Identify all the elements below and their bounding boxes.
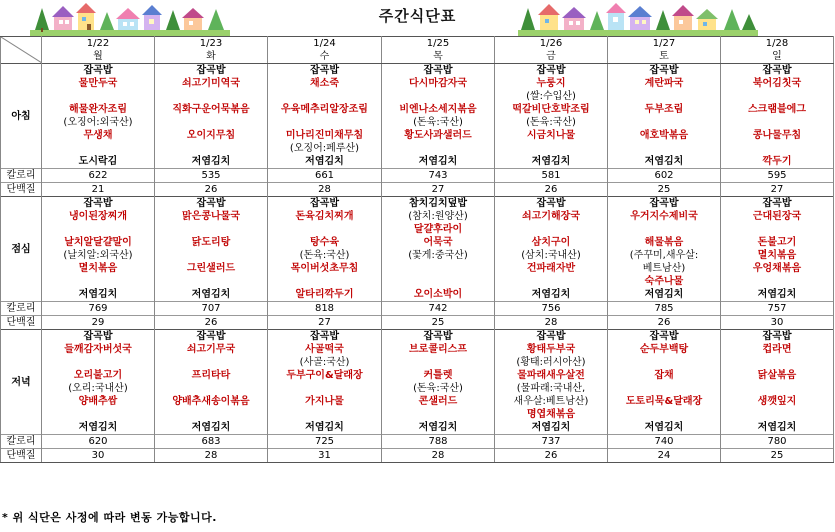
menu-row (1, 236, 834, 249)
menu-item: 닭도리탕 (155, 236, 268, 249)
menu-item: 잡곡밥 (268, 330, 382, 344)
menu-item (155, 408, 268, 421)
menu-item: 저염김치 (721, 288, 834, 302)
menu-item: 잡곡밥 (155, 64, 268, 78)
menu-item: 북어김칫국 (721, 77, 834, 90)
calorie-value: 757 (721, 302, 834, 316)
menu-row (1, 64, 834, 78)
calorie-value: 756 (495, 302, 608, 316)
menu-item (721, 142, 834, 155)
menu-row (1, 330, 834, 344)
calorie-value: 707 (155, 302, 268, 316)
menu-item: 쇠고기무국 (155, 343, 268, 356)
menu-item: 우엉채볶음 (721, 262, 834, 275)
menu-item: 잡곡밥 (721, 330, 834, 344)
date-cell: 1/28 (721, 37, 834, 51)
date-row (1, 37, 834, 51)
menu-item: 참치김치덮밥 (382, 197, 495, 211)
protein-label: 단백질 (1, 449, 42, 463)
menu-item: 두부조림 (608, 103, 721, 116)
menu-item (268, 382, 382, 395)
menu-item: 황태두부국 (495, 343, 608, 356)
menu-row (1, 77, 834, 90)
menu-item (155, 356, 268, 369)
menu-item: 누룽지 (495, 77, 608, 90)
menu-item: (돈육:국산) (268, 249, 382, 262)
protein-value: 29 (42, 316, 155, 330)
calorie-label: 칼로리 (1, 435, 42, 449)
calorie-value: 818 (268, 302, 382, 316)
menu-item: 저염김치 (268, 421, 382, 435)
menu-item: 콩나물무침 (721, 129, 834, 142)
menu-item: 닭살볶음 (721, 369, 834, 382)
menu-item: 어묵국 (382, 236, 495, 249)
protein-value: 26 (155, 316, 268, 330)
menu-item: 도시락김 (42, 155, 155, 169)
menu-item: 미나리진미채무침 (268, 129, 382, 142)
calorie-value: 602 (608, 169, 721, 183)
menu-item: 잡곡밥 (42, 64, 155, 78)
menu-item (155, 382, 268, 395)
protein-value: 27 (382, 183, 495, 197)
menu-item (495, 223, 608, 236)
date-cell: 1/27 (608, 37, 721, 51)
menu-item (42, 90, 155, 103)
menu-item: 멸치볶음 (721, 249, 834, 262)
menu-row (1, 262, 834, 275)
menu-item (42, 408, 155, 421)
menu-item: (삼치:국내산) (495, 249, 608, 262)
menu-item: 잡곡밥 (268, 197, 382, 211)
menu-item: 양배추새송이볶음 (155, 395, 268, 408)
menu-item (721, 223, 834, 236)
calorie-row (1, 435, 834, 449)
menu-item: 잡곡밥 (721, 197, 834, 211)
menu-item: 저염김치 (382, 421, 495, 435)
calorie-value: 581 (495, 169, 608, 183)
menu-item: 브로콜리스프 (382, 343, 495, 356)
menu-item: 잡곡밥 (608, 330, 721, 344)
menu-row (1, 129, 834, 142)
calorie-value: 769 (42, 302, 155, 316)
weekday-cell: 화 (155, 50, 268, 64)
menu-item (382, 275, 495, 288)
menu-item: 저염김치 (155, 155, 268, 169)
protein-value: 27 (721, 183, 834, 197)
menu-item: 비엔나소세지볶음 (382, 103, 495, 116)
menu-item (721, 408, 834, 421)
menu-row (1, 421, 834, 435)
menu-item: 우거지수제비국 (608, 210, 721, 223)
menu-item: 달걀후라이 (382, 223, 495, 236)
menu-item (268, 223, 382, 236)
menu-item (268, 408, 382, 421)
menu-item: (오징어:외국산) (42, 116, 155, 129)
menu-item: 시금치나물 (495, 129, 608, 142)
calorie-value: 742 (382, 302, 495, 316)
menu-item: 저염김치 (42, 421, 155, 435)
protein-label: 단백질 (1, 183, 42, 197)
menu-item: (오징어:페루산) (268, 142, 382, 155)
menu-item: 그린샐러드 (155, 262, 268, 275)
calorie-value: 535 (155, 169, 268, 183)
corner-cell (1, 37, 42, 64)
protein-value: 31 (268, 449, 382, 463)
calorie-label: 칼로리 (1, 302, 42, 316)
menu-item (42, 356, 155, 369)
menu-row (1, 369, 834, 382)
menu-item (382, 90, 495, 103)
menu-item: 저염김치 (495, 155, 608, 169)
menu-item: (오리:국내산) (42, 382, 155, 395)
menu-item: 근대된장국 (721, 210, 834, 223)
menu-item: 저염김치 (42, 288, 155, 302)
protein-value: 28 (495, 316, 608, 330)
menu-row (1, 223, 834, 236)
menu-item: 쇠고기미역국 (155, 77, 268, 90)
menu-item (382, 408, 495, 421)
weekday-cell: 목 (382, 50, 495, 64)
menu-item (42, 223, 155, 236)
menu-item (42, 275, 155, 288)
menu-item (155, 223, 268, 236)
protein-value: 21 (42, 183, 155, 197)
menu-row (1, 197, 834, 211)
menu-row (1, 343, 834, 356)
date-cell: 1/22 (42, 37, 155, 51)
calorie-label: 칼로리 (1, 169, 42, 183)
menu-item: 탕수육 (268, 236, 382, 249)
menu-item: 멸치볶음 (42, 262, 155, 275)
menu-item: (돈육:국산) (382, 116, 495, 129)
menu-item: 쇠고기해장국 (495, 210, 608, 223)
menu-item: 애호박볶음 (608, 129, 721, 142)
menu-item: (돈육:국산) (495, 116, 608, 129)
menu-item: 명엽채볶음 (495, 408, 608, 421)
menu-item: 저염김치 (155, 421, 268, 435)
calorie-row (1, 302, 834, 316)
notice-text: * 위 식단은 사정에 따라 변동 가능합니다. (2, 511, 217, 524)
menu-item: 오리불고기 (42, 369, 155, 382)
menu-item: 저염김치 (608, 155, 721, 169)
menu-item (155, 275, 268, 288)
date-cell: 1/23 (155, 37, 268, 51)
menu-item: 저염김치 (721, 421, 834, 435)
protein-value: 24 (608, 449, 721, 463)
menu-row (1, 356, 834, 369)
menu-item: (황태:러시아산) (495, 356, 608, 369)
menu-item (268, 90, 382, 103)
menu-item: 숙주나물 (608, 275, 721, 288)
menu-item: 냉이된장찌개 (42, 210, 155, 223)
protein-value: 28 (155, 449, 268, 463)
menu-item: 목이버섯초무침 (268, 262, 382, 275)
protein-row (1, 449, 834, 463)
calorie-value: 785 (608, 302, 721, 316)
meal-label-lunch: 점심 (1, 197, 42, 302)
menu-item: 프리타타 (155, 369, 268, 382)
menu-item: 오이지무침 (155, 129, 268, 142)
menu-row (1, 408, 834, 421)
menu-item: 커틀렛 (382, 369, 495, 382)
menu-item: 가지나물 (268, 395, 382, 408)
calorie-row (1, 169, 834, 183)
menu-item (721, 382, 834, 395)
menu-item (155, 249, 268, 262)
menu-item (608, 356, 721, 369)
menu-item (382, 262, 495, 275)
protein-value: 25 (382, 316, 495, 330)
menu-item: 잡채 (608, 369, 721, 382)
menu-row (1, 382, 834, 395)
menu-item (608, 90, 721, 103)
menu-item: 도토리묵&달래장 (608, 395, 721, 408)
calorie-value: 725 (268, 435, 382, 449)
menu-item (382, 356, 495, 369)
menu-item: (꽃게:중국산) (382, 249, 495, 262)
protein-value: 28 (382, 449, 495, 463)
page-title: 주간식단표 (378, 7, 457, 25)
calorie-value: 620 (42, 435, 155, 449)
menu-item: 콘샐러드 (382, 395, 495, 408)
menu-item: 돈육김치찌개 (268, 210, 382, 223)
date-cell: 1/24 (268, 37, 382, 51)
menu-item: 새우살:베트남산) (495, 395, 608, 408)
menu-item (721, 275, 834, 288)
protein-row (1, 316, 834, 330)
weekday-row (1, 50, 834, 64)
menu-item (608, 223, 721, 236)
menu-item (155, 116, 268, 129)
menu-item: 무생채 (42, 129, 155, 142)
menu-item: 잡곡밥 (608, 64, 721, 78)
menu-item: 황도사과샐러드 (382, 129, 495, 142)
menu-row (1, 90, 834, 103)
menu-item: 스크램블에그 (721, 103, 834, 116)
menu-item (42, 142, 155, 155)
menu-item (268, 116, 382, 129)
menu-row (1, 249, 834, 262)
menu-item (382, 142, 495, 155)
menu-item: 채소죽 (268, 77, 382, 90)
date-cell: 1/26 (495, 37, 608, 51)
menu-item: 잡곡밥 (155, 197, 268, 211)
protein-value: 30 (721, 316, 834, 330)
menu-item: 맑은콩나물국 (155, 210, 268, 223)
menu-item: 베트남산) (608, 262, 721, 275)
menu-item (608, 142, 721, 155)
menu-item: 저염김치 (268, 155, 382, 169)
protein-value: 26 (495, 183, 608, 197)
menu-item: 컵라면 (721, 343, 834, 356)
menu-row (1, 210, 834, 223)
protein-value: 26 (495, 449, 608, 463)
menu-item: 물만두국 (42, 77, 155, 90)
weekday-cell: 금 (495, 50, 608, 64)
menu-item: 잡곡밥 (608, 197, 721, 211)
menu-item: 양배추쌈 (42, 395, 155, 408)
menu-item: 깍두기 (721, 155, 834, 169)
menu-row (1, 142, 834, 155)
diagonal-line (1, 37, 42, 63)
menu-item: (주꾸미,새우살: (608, 249, 721, 262)
menu-item: 떡갈비단호박조림 (495, 103, 608, 116)
calorie-value: 661 (268, 169, 382, 183)
menu-item: 저염김치 (495, 421, 608, 435)
menu-item: 저염김치 (155, 288, 268, 302)
menu-item: 두부구이&달래장 (268, 369, 382, 382)
menu-item (155, 90, 268, 103)
menu-item (608, 116, 721, 129)
menu-item: 날치알달걀말이 (42, 236, 155, 249)
menu-item: (쌀:수입산) (495, 90, 608, 103)
calorie-value: 595 (721, 169, 834, 183)
weekday-cell: 수 (268, 50, 382, 64)
menu-item (155, 142, 268, 155)
menu-item: 잡곡밥 (495, 330, 608, 344)
meal-label-breakfast: 아침 (1, 64, 42, 169)
calorie-value: 622 (42, 169, 155, 183)
menu-item: 잡곡밥 (42, 330, 155, 344)
menu-row (1, 395, 834, 408)
weekday-cell: 일 (721, 50, 834, 64)
protein-value: 28 (268, 183, 382, 197)
menu-item: 잡곡밥 (495, 197, 608, 211)
menu-item: (날치알:외국산) (42, 249, 155, 262)
menu-item: 다시마감자국 (382, 77, 495, 90)
menu-item: 우육메추리알장조림 (268, 103, 382, 116)
menu-item: 해물볶음 (608, 236, 721, 249)
menu-item: 물파래새우살전 (495, 369, 608, 382)
menu-item: 잡곡밥 (268, 64, 382, 78)
protein-row (1, 183, 834, 197)
menu-row (1, 275, 834, 288)
menu-item: 알타리깍두기 (268, 288, 382, 302)
protein-label: 단백질 (1, 316, 42, 330)
menu-row (1, 288, 834, 302)
protein-value: 26 (155, 183, 268, 197)
protein-value: 25 (721, 449, 834, 463)
calorie-value: 780 (721, 435, 834, 449)
menu-item: 잡곡밥 (155, 330, 268, 344)
calorie-value: 737 (495, 435, 608, 449)
menu-row (1, 116, 834, 129)
calorie-value: 740 (608, 435, 721, 449)
weekday-cell: 토 (608, 50, 721, 64)
house-banner-right (518, 0, 758, 36)
menu-item: 생깻잎지 (721, 395, 834, 408)
menu-item: 잡곡밥 (382, 330, 495, 344)
menu-item: 저염김치 (495, 288, 608, 302)
meal-table (0, 36, 834, 463)
menu-item: (참치:원양산) (382, 210, 495, 223)
menu-item: (물파래:국내산, (495, 382, 608, 395)
menu-item: 잡곡밥 (721, 64, 834, 78)
protein-value: 27 (268, 316, 382, 330)
menu-item: (돈육:국산) (382, 382, 495, 395)
menu-item: 직화구운어묵볶음 (155, 103, 268, 116)
menu-item: (사골:국산) (268, 356, 382, 369)
protein-value: 25 (608, 183, 721, 197)
menu-item (495, 275, 608, 288)
menu-item (721, 116, 834, 129)
menu-item (495, 142, 608, 155)
menu-row (1, 155, 834, 169)
menu-item: 순두부백탕 (608, 343, 721, 356)
protein-value: 30 (42, 449, 155, 463)
calorie-value: 683 (155, 435, 268, 449)
protein-value: 26 (608, 316, 721, 330)
menu-item: 오이소박이 (382, 288, 495, 302)
menu-item: 잡곡밥 (495, 64, 608, 78)
menu-item: 계란파국 (608, 77, 721, 90)
menu-item: 잡곡밥 (382, 64, 495, 78)
calorie-value: 743 (382, 169, 495, 183)
date-cell: 1/25 (382, 37, 495, 51)
menu-item: 잡곡밥 (42, 197, 155, 211)
menu-item: 저염김치 (608, 288, 721, 302)
menu-item: 건파래자반 (495, 262, 608, 275)
menu-row (1, 103, 834, 116)
calorie-value: 788 (382, 435, 495, 449)
menu-item: 들깨감자버섯국 (42, 343, 155, 356)
menu-item (608, 382, 721, 395)
menu-item: 돈불고기 (721, 236, 834, 249)
menu-item (721, 356, 834, 369)
weekday-cell: 월 (42, 50, 155, 64)
menu-item (721, 90, 834, 103)
menu-item: 해물완자조림 (42, 103, 155, 116)
menu-item: 저염김치 (608, 421, 721, 435)
menu-item: 사골떡국 (268, 343, 382, 356)
menu-item: 삼치구이 (495, 236, 608, 249)
menu-item: 저염김치 (382, 155, 495, 169)
meal-label-dinner: 저녁 (1, 330, 42, 435)
menu-item (608, 408, 721, 421)
menu-item (268, 275, 382, 288)
